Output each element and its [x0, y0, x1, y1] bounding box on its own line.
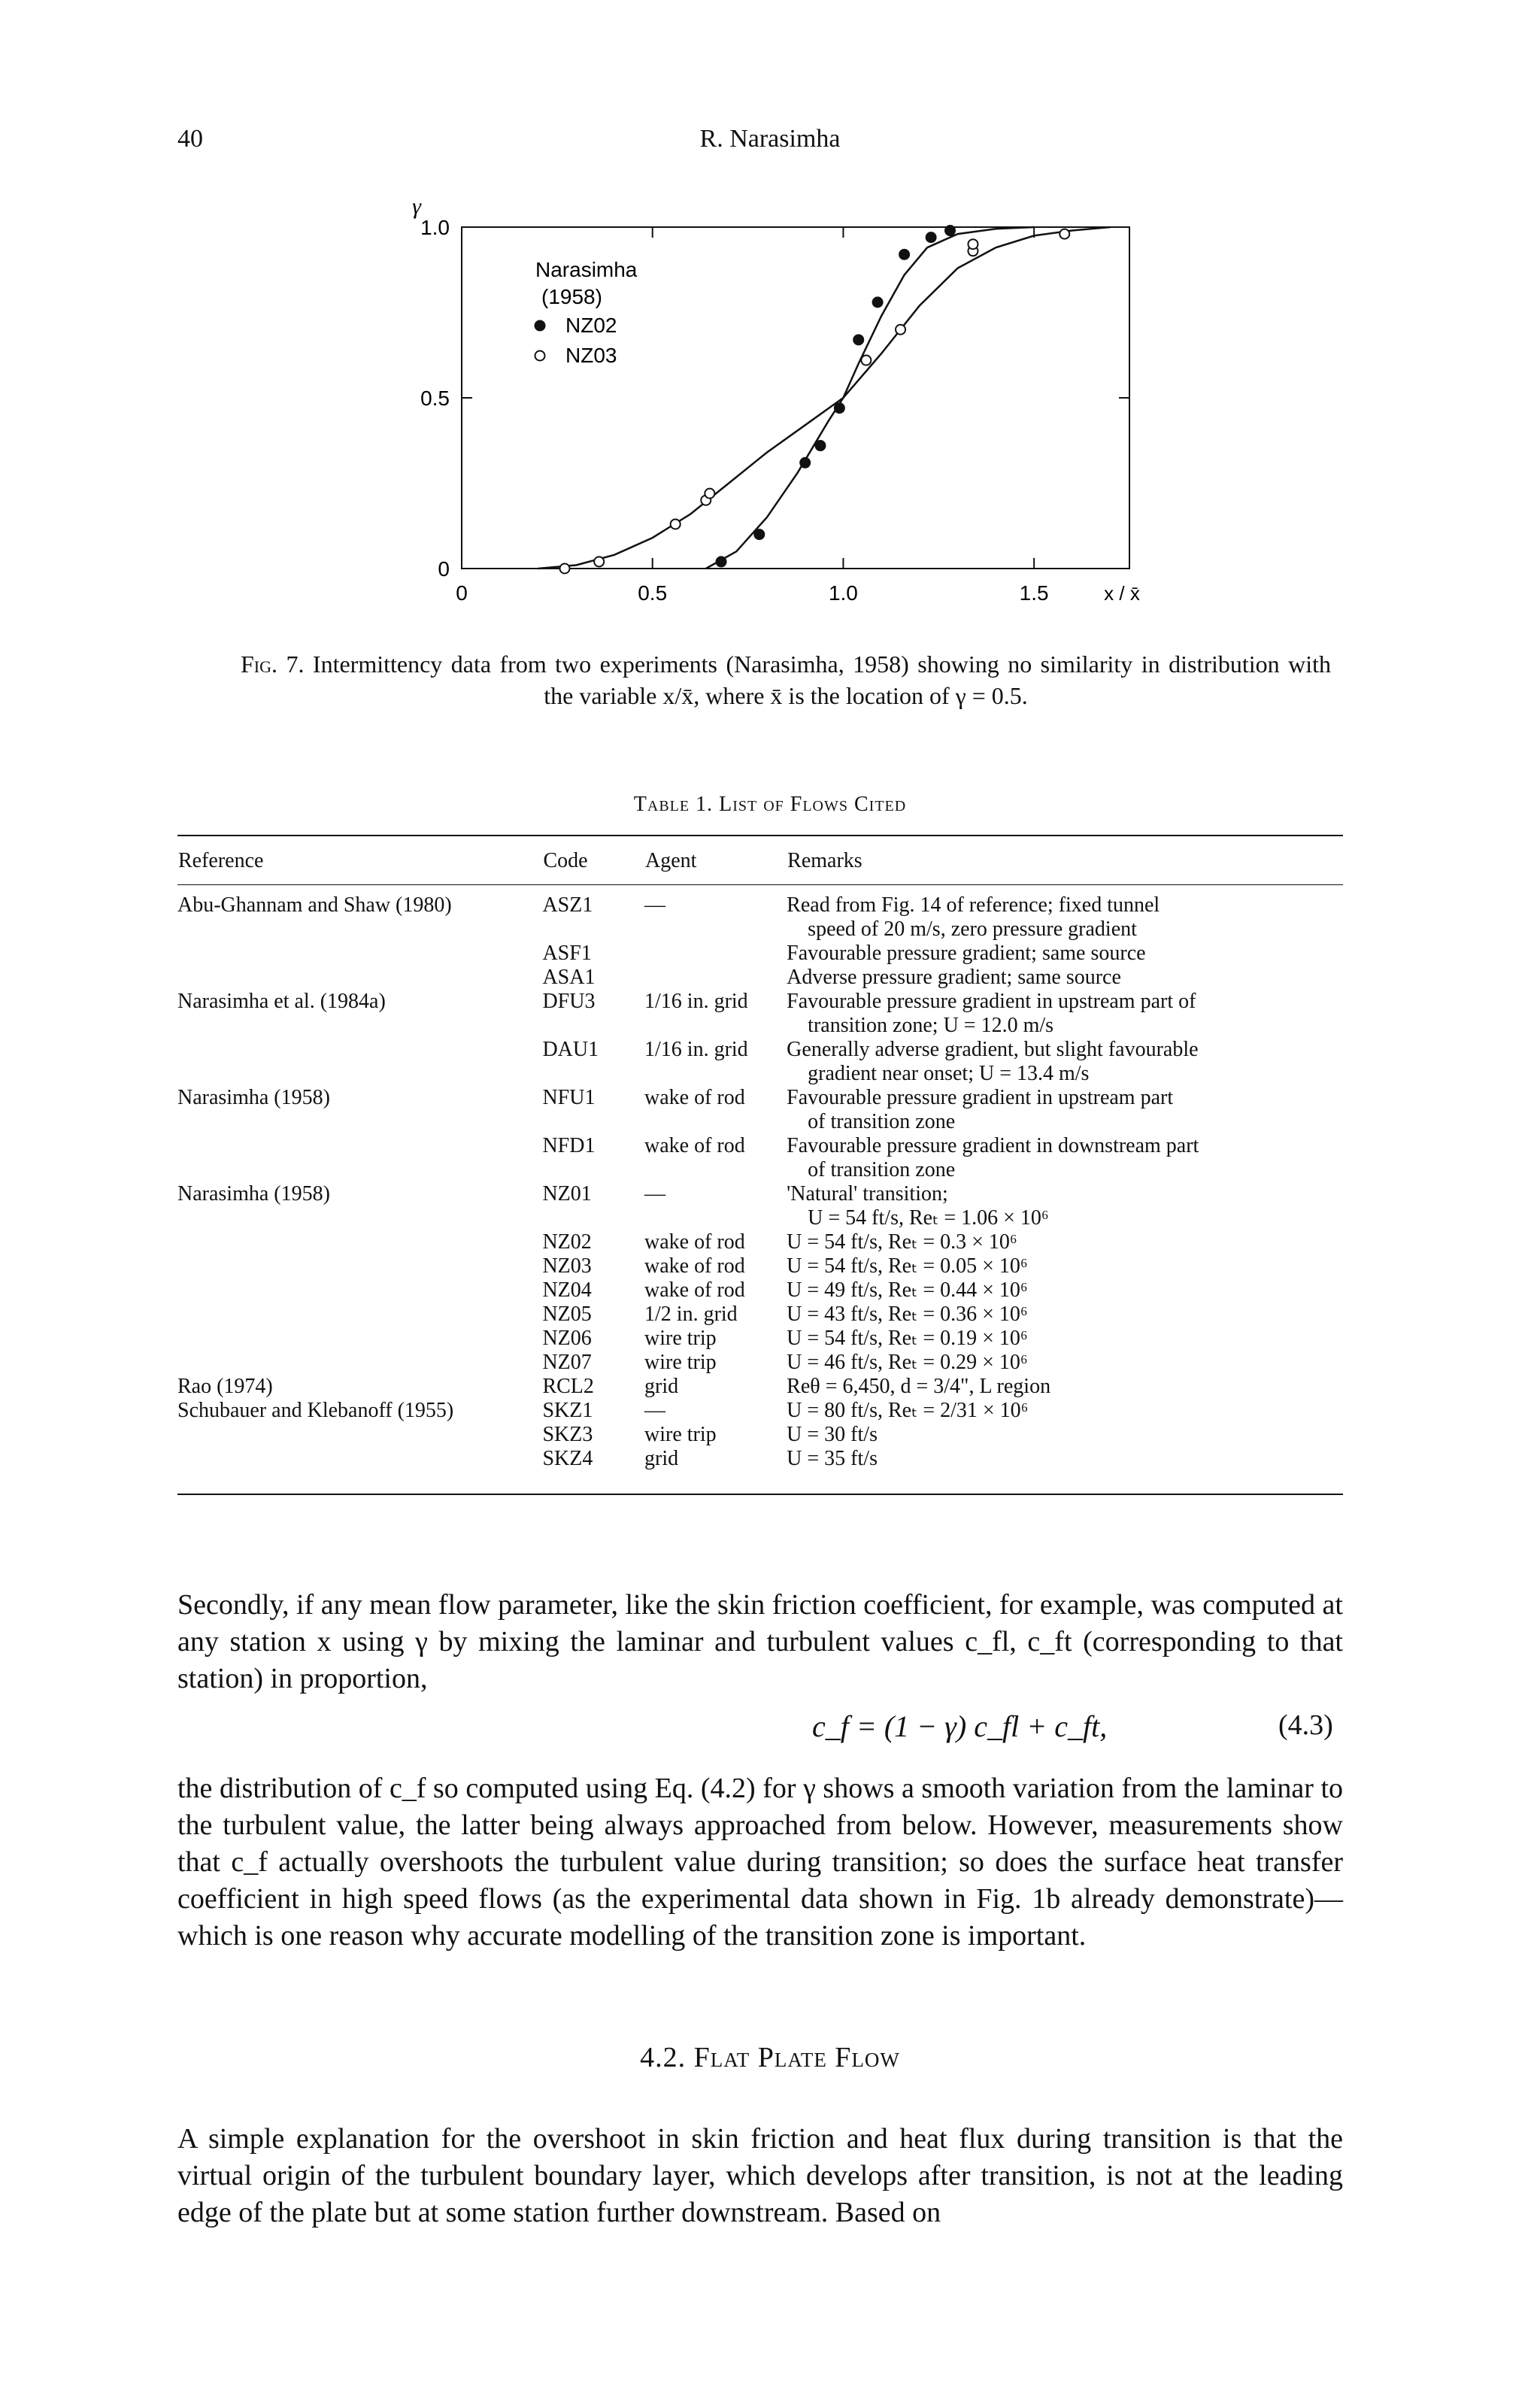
chart-tick-labels [412, 194, 1140, 605]
x-tick-label: 0.5 [638, 581, 668, 605]
cell-agent: — [644, 1182, 666, 1206]
cell-agent: 1/16 in. grid [644, 990, 748, 1013]
legend-entry: NZ02 [565, 314, 617, 337]
section-heading-text: 4.2. Flat Plate Flow [640, 2042, 900, 2073]
cell-reference [177, 1303, 542, 1327]
cell-agent: 1/2 in. grid [644, 1303, 738, 1326]
cell-code: NZ04 [542, 1278, 592, 1302]
flows-table [177, 838, 1343, 1471]
caption-line-1 [241, 648, 1331, 680]
cell-agent [644, 966, 787, 990]
remarks-line-2: of transition zone [808, 1158, 956, 1181]
cell-code: SKZ3 [542, 1423, 593, 1446]
col-header-code: Code [543, 849, 588, 872]
cell-reference [177, 1254, 542, 1278]
point-nz03 [861, 356, 871, 365]
remarks-line-1: U = 30 ft/s [787, 1423, 878, 1446]
remarks-line-1: U = 80 ft/s, Reₜ = 2/31 × 10⁶ [787, 1399, 1029, 1422]
cell-agent: wire trip [644, 1423, 717, 1446]
table-title-text: Table 1. List of Flows Cited [633, 793, 907, 816]
cell-code: NZ01 [542, 1182, 592, 1206]
cell-remarks [787, 1351, 1343, 1375]
remarks-line-1: Favourable pressure gradient in upstream part [787, 1086, 1174, 1109]
point-nz03 [705, 489, 714, 499]
cell-agent: wake of rod [644, 1278, 745, 1302]
point-nz03 [1060, 229, 1069, 239]
cell-remarks [787, 1038, 1343, 1086]
body-paragraph-3: A simple explanation for the overshoot in skin friction and heat flux during transition is that the virtual origin of the turbulent boundary layer, which develops after transition, is not at the leading edge of the plate but at some station further downstream. Based on [177, 2123, 1343, 2228]
cell-code: NFU1 [542, 1086, 596, 1109]
cell-code: NZ07 [542, 1351, 592, 1374]
figure-7-chart [0, 0, 1540, 647]
cell-remarks [787, 1303, 1343, 1327]
point-nz03 [968, 239, 978, 249]
cell-remarks [787, 1254, 1343, 1278]
cell-code: NZ05 [542, 1303, 592, 1326]
cell-reference: Schubauer and Klebanoff (1955) [177, 1399, 454, 1422]
body-paragraph-1: Secondly, if any mean flow parameter, like the skin friction coefficient, for example, was computed at any station x using γ by mixing the laminar and turbulent values c_fl, c_ft (corresponding to that station) in proportion, [177, 1589, 1343, 1694]
cell-code: NZ06 [542, 1327, 592, 1350]
table-row [177, 893, 1343, 942]
legend-entry: NZ03 [565, 344, 617, 367]
table-row [177, 1423, 1343, 1447]
table-row [177, 1278, 1343, 1303]
col-header-remarks: Remarks [787, 849, 862, 872]
cell-reference [177, 1351, 542, 1375]
cell-remarks [787, 966, 1343, 990]
table-spacer [177, 884, 1343, 893]
remarks-line-1: U = 49 ft/s, Reₜ = 0.44 × 10⁶ [787, 1278, 1028, 1302]
cell-remarks [787, 1447, 1343, 1471]
cell-remarks [787, 1230, 1343, 1254]
body-paragraph-2: the distribution of c_f so computed using Eq. (4.2) for γ shows a smooth variation from the laminar to the turbulent value, the latter being always approached from below. However, measurements show that c_f actually overshoots the turbulent value during transition; so does the surface heat transfer coefficient in high speed flows (as the experimental data shown in Fig. 1b already demonstrate)—which is one reason why accurate modelling of the transition zone is important. [177, 1773, 1343, 1952]
table-title [0, 793, 1540, 817]
point-nz02 [815, 441, 825, 450]
cell-reference [177, 1327, 542, 1351]
cell-agent: wire trip [644, 1327, 717, 1350]
remarks-line-1: Favourable pressure gradient in upstream part of [787, 990, 1196, 1013]
remarks-line-2: of transition zone [808, 1110, 956, 1133]
cell-remarks [787, 942, 1343, 966]
equation-number: (4.3) [1278, 1709, 1333, 1741]
table-header-row [177, 838, 1343, 884]
cell-reference: Rao (1974) [177, 1375, 273, 1398]
x-axis-label: x / x̄ [1104, 582, 1140, 605]
point-nz03 [896, 325, 905, 335]
remarks-line-1: Favourable pressure gradient; same source [787, 942, 1146, 965]
remarks-line-1: Reθ = 6,450, d = 3/4", L region [787, 1375, 1051, 1398]
cell-code: SKZ1 [542, 1399, 593, 1422]
cell-reference [177, 942, 542, 966]
table-bottom-rule [177, 1494, 1343, 1495]
point-nz02 [853, 335, 863, 344]
table-row [177, 1038, 1343, 1086]
remarks-line-1: Favourable pressure gradient in downstream part [787, 1134, 1199, 1157]
cell-agent: wake of rod [644, 1086, 745, 1109]
cell-remarks [787, 1278, 1343, 1303]
legend-marker [535, 321, 545, 331]
cell-remarks [787, 1086, 1343, 1134]
remarks-line-2: speed of 20 m/s, zero pressure gradient [808, 917, 1137, 941]
table-row [177, 1351, 1343, 1375]
cell-reference: Abu-Ghannam and Shaw (1980) [177, 893, 452, 917]
curve-nz02 [706, 227, 1034, 569]
cell-agent: 1/16 in. grid [644, 1038, 748, 1061]
point-nz02 [835, 403, 844, 413]
cell-agent [644, 942, 787, 966]
cell-code: ASA1 [542, 966, 596, 989]
caption-line-2: the variable x/x̄, where x̄ is the location of γ = 0.5. [544, 682, 1028, 709]
caption-label: Fig. 7. [241, 651, 305, 678]
cell-remarks [787, 1423, 1343, 1447]
cell-remarks [787, 1134, 1343, 1182]
legend-marker [535, 351, 545, 361]
remarks-line-1: Generally adverse gradient, but slight favourable [787, 1038, 1199, 1061]
cell-remarks [787, 1375, 1343, 1399]
cell-code: DAU1 [542, 1038, 599, 1061]
table-row [177, 1134, 1343, 1182]
cell-agent: grid [644, 1375, 679, 1398]
chart-legend [535, 258, 638, 367]
cell-agent: wake of rod [644, 1254, 745, 1278]
page-number: 40 [177, 125, 203, 153]
point-nz03 [560, 564, 570, 574]
cell-remarks [787, 1182, 1343, 1230]
y-tick-label: 0 [438, 557, 450, 581]
remarks-line-1: Adverse pressure gradient; same source [787, 966, 1121, 989]
remarks-line-1: U = 54 ft/s, Reₜ = 0.05 × 10⁶ [787, 1254, 1028, 1278]
table-row [177, 966, 1343, 990]
point-nz03 [671, 519, 681, 529]
equation-4-3: c_f = (1 − γ) c_fl + c_ft, [812, 1709, 1108, 1743]
cell-reference [177, 1230, 542, 1254]
cell-code: RCL2 [542, 1375, 594, 1398]
point-nz02 [926, 232, 936, 242]
point-nz02 [754, 529, 764, 539]
section-heading [0, 2041, 1540, 2074]
cell-code: NZ03 [542, 1254, 592, 1278]
cell-remarks [787, 1399, 1343, 1423]
cell-agent: — [644, 1399, 666, 1422]
remarks-line-1: U = 43 ft/s, Reₜ = 0.36 × 10⁶ [787, 1303, 1028, 1326]
table-row [177, 1086, 1343, 1134]
cell-code: ASZ1 [542, 893, 593, 917]
cell-code: DFU3 [542, 990, 596, 1013]
cell-agent: — [644, 893, 666, 917]
cell-remarks [787, 893, 1343, 942]
cell-remarks [787, 1327, 1343, 1351]
cell-reference [177, 1447, 542, 1471]
table-row [177, 942, 1343, 966]
figure-caption [241, 648, 1331, 711]
point-nz02 [800, 458, 810, 468]
cell-code: ASF1 [542, 942, 592, 965]
point-nz02 [899, 250, 909, 259]
remarks-line-2: gradient near onset; U = 13.4 m/s [808, 1062, 1090, 1085]
table-row [177, 1254, 1343, 1278]
remarks-line-1: U = 54 ft/s, Reₜ = 0.3 × 10⁶ [787, 1230, 1017, 1254]
cell-reference [177, 1278, 542, 1303]
remarks-line-1: U = 54 ft/s, Reₜ = 0.19 × 10⁶ [787, 1327, 1028, 1350]
x-tick-label: 1.5 [1019, 581, 1049, 605]
running-head: R. Narasimha [699, 125, 841, 153]
y-tick-label: 1.0 [420, 216, 450, 239]
table-row [177, 1303, 1343, 1327]
col-header-agent: Agent [645, 849, 697, 872]
cell-code: NZ02 [542, 1230, 592, 1254]
table-row [177, 1447, 1343, 1471]
remarks-line-1: Read from Fig. 14 of reference; fixed tunnel [787, 893, 1160, 917]
cell-agent: wake of rod [644, 1230, 745, 1254]
legend-title-1: Narasimha [535, 258, 638, 281]
cell-code: SKZ4 [542, 1447, 593, 1470]
x-tick-label: 1.0 [828, 581, 858, 605]
caption-text-1: Intermittency data from two experiments (Narasimha, 1958) showing no similarity in distribution with [312, 651, 1331, 678]
cell-reference: Narasimha (1958) [177, 1086, 330, 1109]
cell-reference [177, 966, 542, 990]
cell-agent: wire trip [644, 1351, 717, 1374]
col-header-reference: Reference [178, 849, 264, 872]
y-axis-label: γ [412, 194, 421, 219]
cell-reference [177, 1423, 542, 1447]
remarks-line-1: U = 35 ft/s [787, 1447, 878, 1470]
remarks-line-1: U = 46 ft/s, Reₜ = 0.29 × 10⁶ [787, 1351, 1028, 1374]
table-top-rule [177, 835, 1343, 836]
table-row [177, 1182, 1343, 1230]
cell-agent: wake of rod [644, 1134, 745, 1157]
table-row [177, 1375, 1343, 1399]
cell-reference [177, 1038, 542, 1086]
cell-reference [177, 1134, 542, 1182]
table-row [177, 990, 1343, 1038]
cell-remarks [787, 990, 1343, 1038]
point-nz02 [873, 297, 883, 307]
cell-agent: grid [644, 1447, 679, 1470]
remarks-line-2: transition zone; U = 12.0 m/s [808, 1014, 1054, 1037]
cell-reference: Narasimha (1958) [177, 1182, 330, 1206]
remarks-line-1: 'Natural' transition; [787, 1182, 948, 1206]
cell-reference: Narasimha et al. (1984a) [177, 990, 386, 1013]
point-nz03 [594, 557, 604, 566]
table-row [177, 1399, 1343, 1423]
table-row [177, 1327, 1343, 1351]
point-nz02 [945, 226, 955, 235]
point-nz02 [717, 557, 726, 566]
x-tick-label: 0 [456, 581, 468, 605]
remarks-line-2: U = 54 ft/s, Reₜ = 1.06 × 10⁶ [808, 1206, 1049, 1230]
legend-title-2: (1958) [541, 285, 602, 308]
table-row [177, 1230, 1343, 1254]
cell-code: NFD1 [542, 1134, 596, 1157]
y-tick-label: 0.5 [420, 387, 450, 410]
